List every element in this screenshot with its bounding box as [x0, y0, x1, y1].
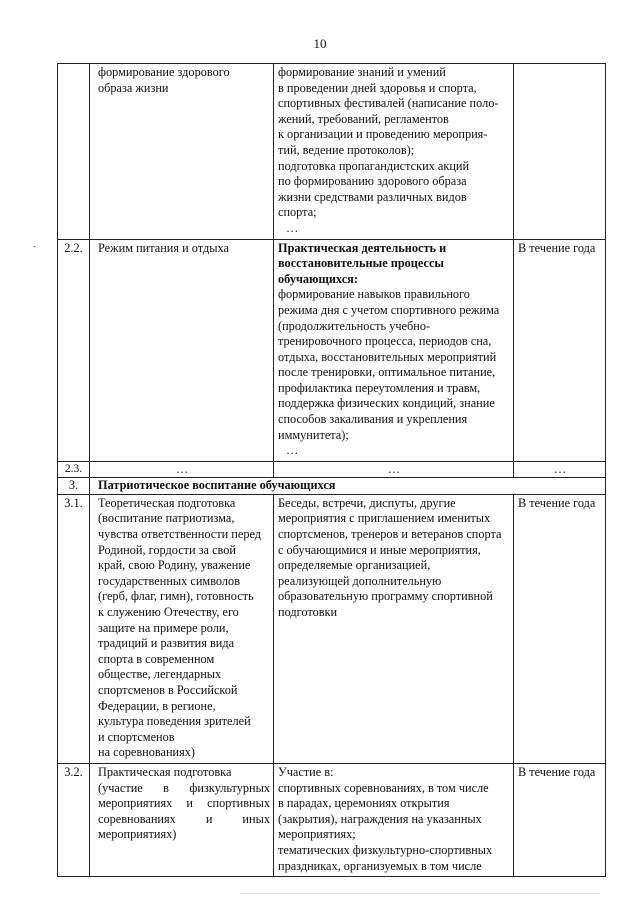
- activity-name: [90, 64, 274, 240]
- row-number: 2.3.: [58, 461, 90, 477]
- row-number: 2.2.: [58, 239, 90, 461]
- row-number: 3.1.: [58, 494, 90, 763]
- text-line: праздниках, организуемых в том числе: [278, 858, 482, 873]
- text-line: в проведении дней здоровья и спорта,: [278, 80, 477, 95]
- text-line: и спортсменов: [98, 729, 175, 744]
- text-line: спорта;: [278, 205, 317, 220]
- text-line: в парадах, церемониях открытия: [278, 796, 450, 811]
- text-line: образовательную программу спортивной: [278, 589, 493, 604]
- text-line: спортивных соревнованиях, в том числе: [278, 780, 489, 795]
- activity-term: В течение года: [514, 494, 606, 763]
- text-line: государственных символов: [98, 573, 241, 588]
- page-number: 10: [313, 36, 327, 51]
- activity-name: Режим питания и отдыха: [90, 239, 274, 461]
- text-line: традиций и развития вида: [98, 636, 235, 651]
- text-line: подготовка пропагандистских акций: [278, 158, 470, 173]
- text-line: спортивных фестивалей (написание поло-: [278, 96, 499, 111]
- table-row-3-2: [58, 763, 606, 876]
- text-line: отдыха, восстановительных мероприятий: [278, 349, 497, 364]
- text-line: спорта в современном: [98, 651, 215, 666]
- text-line: спортсменов, тренеров и ветеранов спорта: [278, 527, 502, 542]
- text-line: тий, ведение протоколов);: [278, 142, 415, 157]
- activity-content: [274, 763, 514, 876]
- text-line: профилактика переутомления и травм,: [278, 380, 481, 395]
- text-line: мероприятия с приглашением именитых: [278, 511, 491, 526]
- activity-content: …: [274, 461, 514, 477]
- text-line: (продолжительность учебно-: [278, 318, 431, 333]
- text-line: …: [286, 443, 299, 458]
- text-line: мероприятиях): [98, 827, 177, 842]
- text-line: Теоретическая подготовка: [98, 495, 236, 510]
- text-line: …: [286, 220, 299, 235]
- text-line: Практическая подготовка: [98, 764, 232, 779]
- margin-mark: -: [33, 241, 36, 251]
- activity-name: …: [90, 461, 274, 477]
- text-line: после тренировки, оптимальное питание,: [278, 365, 496, 380]
- text-line: формирование знаний и умений: [278, 65, 446, 79]
- text-line: (воспитание патриотизма,: [98, 511, 235, 526]
- text-line: жизни средствами различных видов: [278, 189, 467, 204]
- text-line: поддержка физических кондиций, знание: [278, 396, 495, 411]
- text-line: с обучающимися и иные мероприятия,: [278, 542, 481, 557]
- activity-term: В течение года: [514, 763, 606, 876]
- text-line: определяемые организацией,: [278, 558, 431, 573]
- text-line: обществе, легендарных: [98, 667, 222, 682]
- text-line: на соревнованиях): [98, 745, 196, 760]
- activity-content: [274, 239, 514, 461]
- text-line: спортсменов в Российской: [98, 682, 238, 697]
- text-line: (участие в физкультурных: [98, 780, 270, 795]
- text-line: по формированию здорового образа: [278, 174, 467, 189]
- text-line: обучающихся:: [278, 271, 358, 286]
- page-bottom-rule: [240, 893, 600, 894]
- table-row-2-3: [58, 461, 606, 477]
- text-line: (герб, флаг, гимн), готовность: [98, 589, 254, 604]
- row-number: [58, 64, 90, 240]
- text-line: (закрытия), награждения на указанных: [278, 811, 482, 826]
- activity-content: [274, 494, 514, 763]
- text-line: мероприятиях;: [278, 827, 356, 842]
- text-line: к служению Отечеству, его: [98, 605, 239, 619]
- text-line: мероприятиях и спортивных: [98, 796, 270, 811]
- text-line: Практическая деятельность и: [278, 240, 447, 255]
- activity-term: [514, 64, 606, 240]
- table-row-3-1: [58, 494, 606, 763]
- text-line: жений, требований, регламентов: [278, 111, 449, 126]
- plan-table: [57, 63, 606, 877]
- activity-name: [90, 763, 274, 876]
- text-line: образа жизни: [98, 80, 169, 95]
- section-title: Патриотическое воспитание обучающихся: [90, 477, 606, 494]
- text-line: Федерации, в регионе,: [98, 698, 216, 713]
- text-line: формирование навыков правильного: [278, 287, 470, 302]
- text-line: реализующей дополнительную: [278, 573, 442, 588]
- text-line: иммунитета);: [278, 427, 349, 442]
- text-line: край, свою Родину, уважение: [98, 558, 251, 573]
- row-number: 3.2.: [58, 763, 90, 876]
- text-line: культура поведения зрителей: [98, 714, 251, 729]
- text-line: способов закаливания и укрепления: [278, 412, 468, 427]
- table-row-continuation: [58, 64, 606, 240]
- text-line: соревнованиях и иных: [98, 811, 270, 826]
- activity-term: В течение года: [514, 239, 606, 461]
- activity-list: [278, 287, 510, 459]
- text-line: подготовки: [278, 605, 338, 619]
- activity-heading: [278, 241, 510, 288]
- table-row-section-3: [58, 477, 606, 494]
- text-line: Беседы, встречи, диспуты, другие: [278, 495, 456, 510]
- text-line: тренировочного процесса, периодов сна,: [278, 334, 492, 349]
- text-line: Участие в:: [278, 764, 334, 779]
- text-line: тематических физкультурно-спортивных: [278, 842, 493, 857]
- activity-term: …: [514, 461, 606, 477]
- text-line: формирование здорового: [98, 65, 230, 79]
- text-line: режима дня с учетом спортивного режима: [278, 302, 500, 317]
- table-row-2-2: [58, 239, 606, 461]
- section-number: 3.: [58, 477, 90, 494]
- text-line: чувства ответственности перед: [98, 527, 262, 542]
- activity-content: [274, 64, 514, 240]
- text-line: Родиной, гордости за свой: [98, 542, 236, 557]
- activity-name: [90, 494, 274, 763]
- text-line: к организации и проведению мероприя-: [278, 127, 488, 142]
- text-line: восстановительные процессы: [278, 256, 445, 271]
- text-line: защите на примере роли,: [98, 620, 229, 635]
